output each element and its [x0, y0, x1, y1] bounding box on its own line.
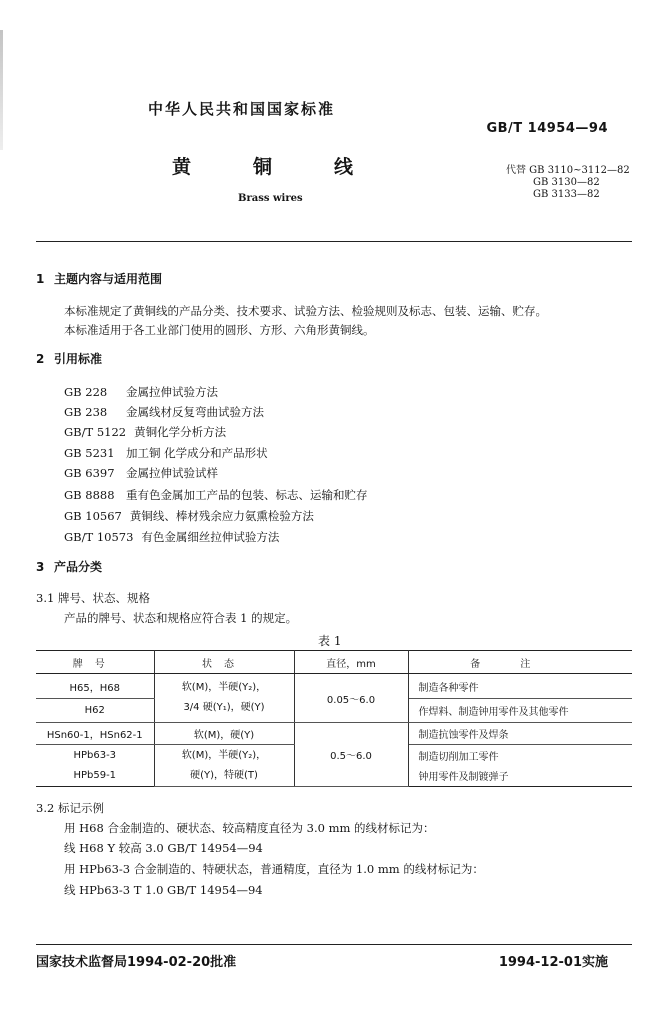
reference-item: GB 228 金属拉伸试验方法 — [64, 385, 218, 399]
paragraph: 本标准规定了黄铜线的产品分类、技术要求、试验方法、检验规则及标志、包装、运输、贮存。 — [64, 304, 547, 318]
paragraph: 本标准适用于各工业部门使用的圆形、方形、六角形黄铜线。 — [64, 323, 375, 337]
reference-item: GB 238 金属线材反复弯曲试验方法 — [64, 405, 264, 419]
table-cell-note: 制造各种零件 — [408, 674, 632, 699]
table-header-cell: 备注 — [408, 651, 632, 674]
paragraph: 用 H68 合金制造的、硬状态、较高精度直径为 3.0 mm 的线材标记为： — [64, 821, 435, 835]
section-3-heading: 3 产品分类 — [36, 560, 103, 574]
reference-item: GB/T 5122 黄铜化学分析方法 — [64, 425, 227, 439]
standard-org: 中华人民共和国国家标准 — [148, 100, 336, 118]
table-header-cell: 状态 — [154, 651, 294, 674]
table-cell-state: 软(M)，硬(Y) — [154, 723, 294, 745]
standard-code: GB/T 14954—94 — [486, 121, 608, 136]
effective-date: 1994-12-01实施 — [498, 955, 608, 970]
table-cell-diameter: 0.05～6.0 — [294, 674, 408, 723]
table-row — [36, 674, 632, 699]
header-rule — [36, 241, 632, 242]
table-1 — [36, 650, 632, 787]
table-header-cell: 牌号 — [36, 651, 154, 674]
table-cell-grade: HPb63-3 — [36, 745, 154, 766]
table-header-cell: 直径，mm — [294, 651, 408, 674]
table-header-row — [36, 651, 632, 674]
reference-item: GB 10567 黄铜线、棒材残余应力氨熏检验方法 — [64, 509, 314, 523]
page-title: 黄铜线 — [172, 156, 416, 178]
reference-item: GB/T 10573 有色金属细丝拉伸试验方法 — [64, 530, 280, 544]
table-cell-grade: HSn60-1，HSn62-1 — [36, 723, 154, 745]
reference-item: GB 5231 加工铜 化学成分和产品形状 — [64, 446, 268, 460]
paragraph: 用 HPb63-3 合金制造的、特硬状态，普通精度，直径为 1.0 mm 的线材标记为： — [64, 862, 484, 876]
paragraph: 线 HPb63-3 T 1.0 GB/T 14954—94 — [64, 883, 263, 897]
table-cell-note: 制造抗蚀零件及焊条 — [408, 723, 632, 745]
subsection-3-2-heading: 3.2 标记示例 — [36, 801, 104, 815]
table-caption: 表 1 — [318, 634, 342, 648]
table-cell-diameter: 0.5～6.0 — [294, 723, 408, 787]
subsection-3-1-heading: 3.1 牌号、状态、规格 — [36, 591, 150, 605]
replaces-line: 代替 GB 3110~3112—82 — [506, 165, 630, 176]
scan-edge-artifact — [0, 30, 3, 150]
table-row — [36, 723, 632, 745]
section-1-heading: 1 主题内容与适用范围 — [36, 272, 163, 286]
table-cell-note: 制造切削加工零件 — [408, 745, 632, 766]
reference-item: GB 8888 重有色金属加工产品的包装、标志、运输和贮存 — [64, 488, 368, 502]
paragraph: 产品的牌号、状态和规格应符合表 1 的规定。 — [64, 611, 298, 625]
replaces-line: GB 3133—82 — [533, 189, 600, 200]
replaces-block — [506, 165, 630, 201]
approval-date: 国家技术监督局1994-02-20批准 — [36, 955, 237, 970]
table-cell-grade: H62 — [36, 699, 154, 723]
table-cell-grade: H65，H68 — [36, 674, 154, 699]
footer-rule — [36, 944, 632, 945]
table-cell-grade: HPb59-1 — [36, 766, 154, 787]
section-2-heading: 2 引用标准 — [36, 352, 103, 366]
table-cell-state: 软(M)，半硬(Y₂)， 硬(Y)，特硬(T) — [154, 745, 294, 787]
replaces-line: GB 3130—82 — [533, 177, 600, 188]
reference-item: GB 6397 金属拉伸试验试样 — [64, 466, 218, 480]
page-subtitle-en: Brass wires — [238, 193, 303, 204]
table-cell-note: 钟用零件及制镀弹子 — [408, 766, 632, 787]
paragraph: 线 H68 Y 较高 3.0 GB/T 14954—94 — [64, 841, 263, 855]
table-cell-note: 作焊料、制造钟用零件及其他零件 — [408, 699, 632, 723]
table-cell-state: 软(M)，半硬(Y₂)， 3/4 硬(Y₁)，硬(Y) — [154, 674, 294, 723]
